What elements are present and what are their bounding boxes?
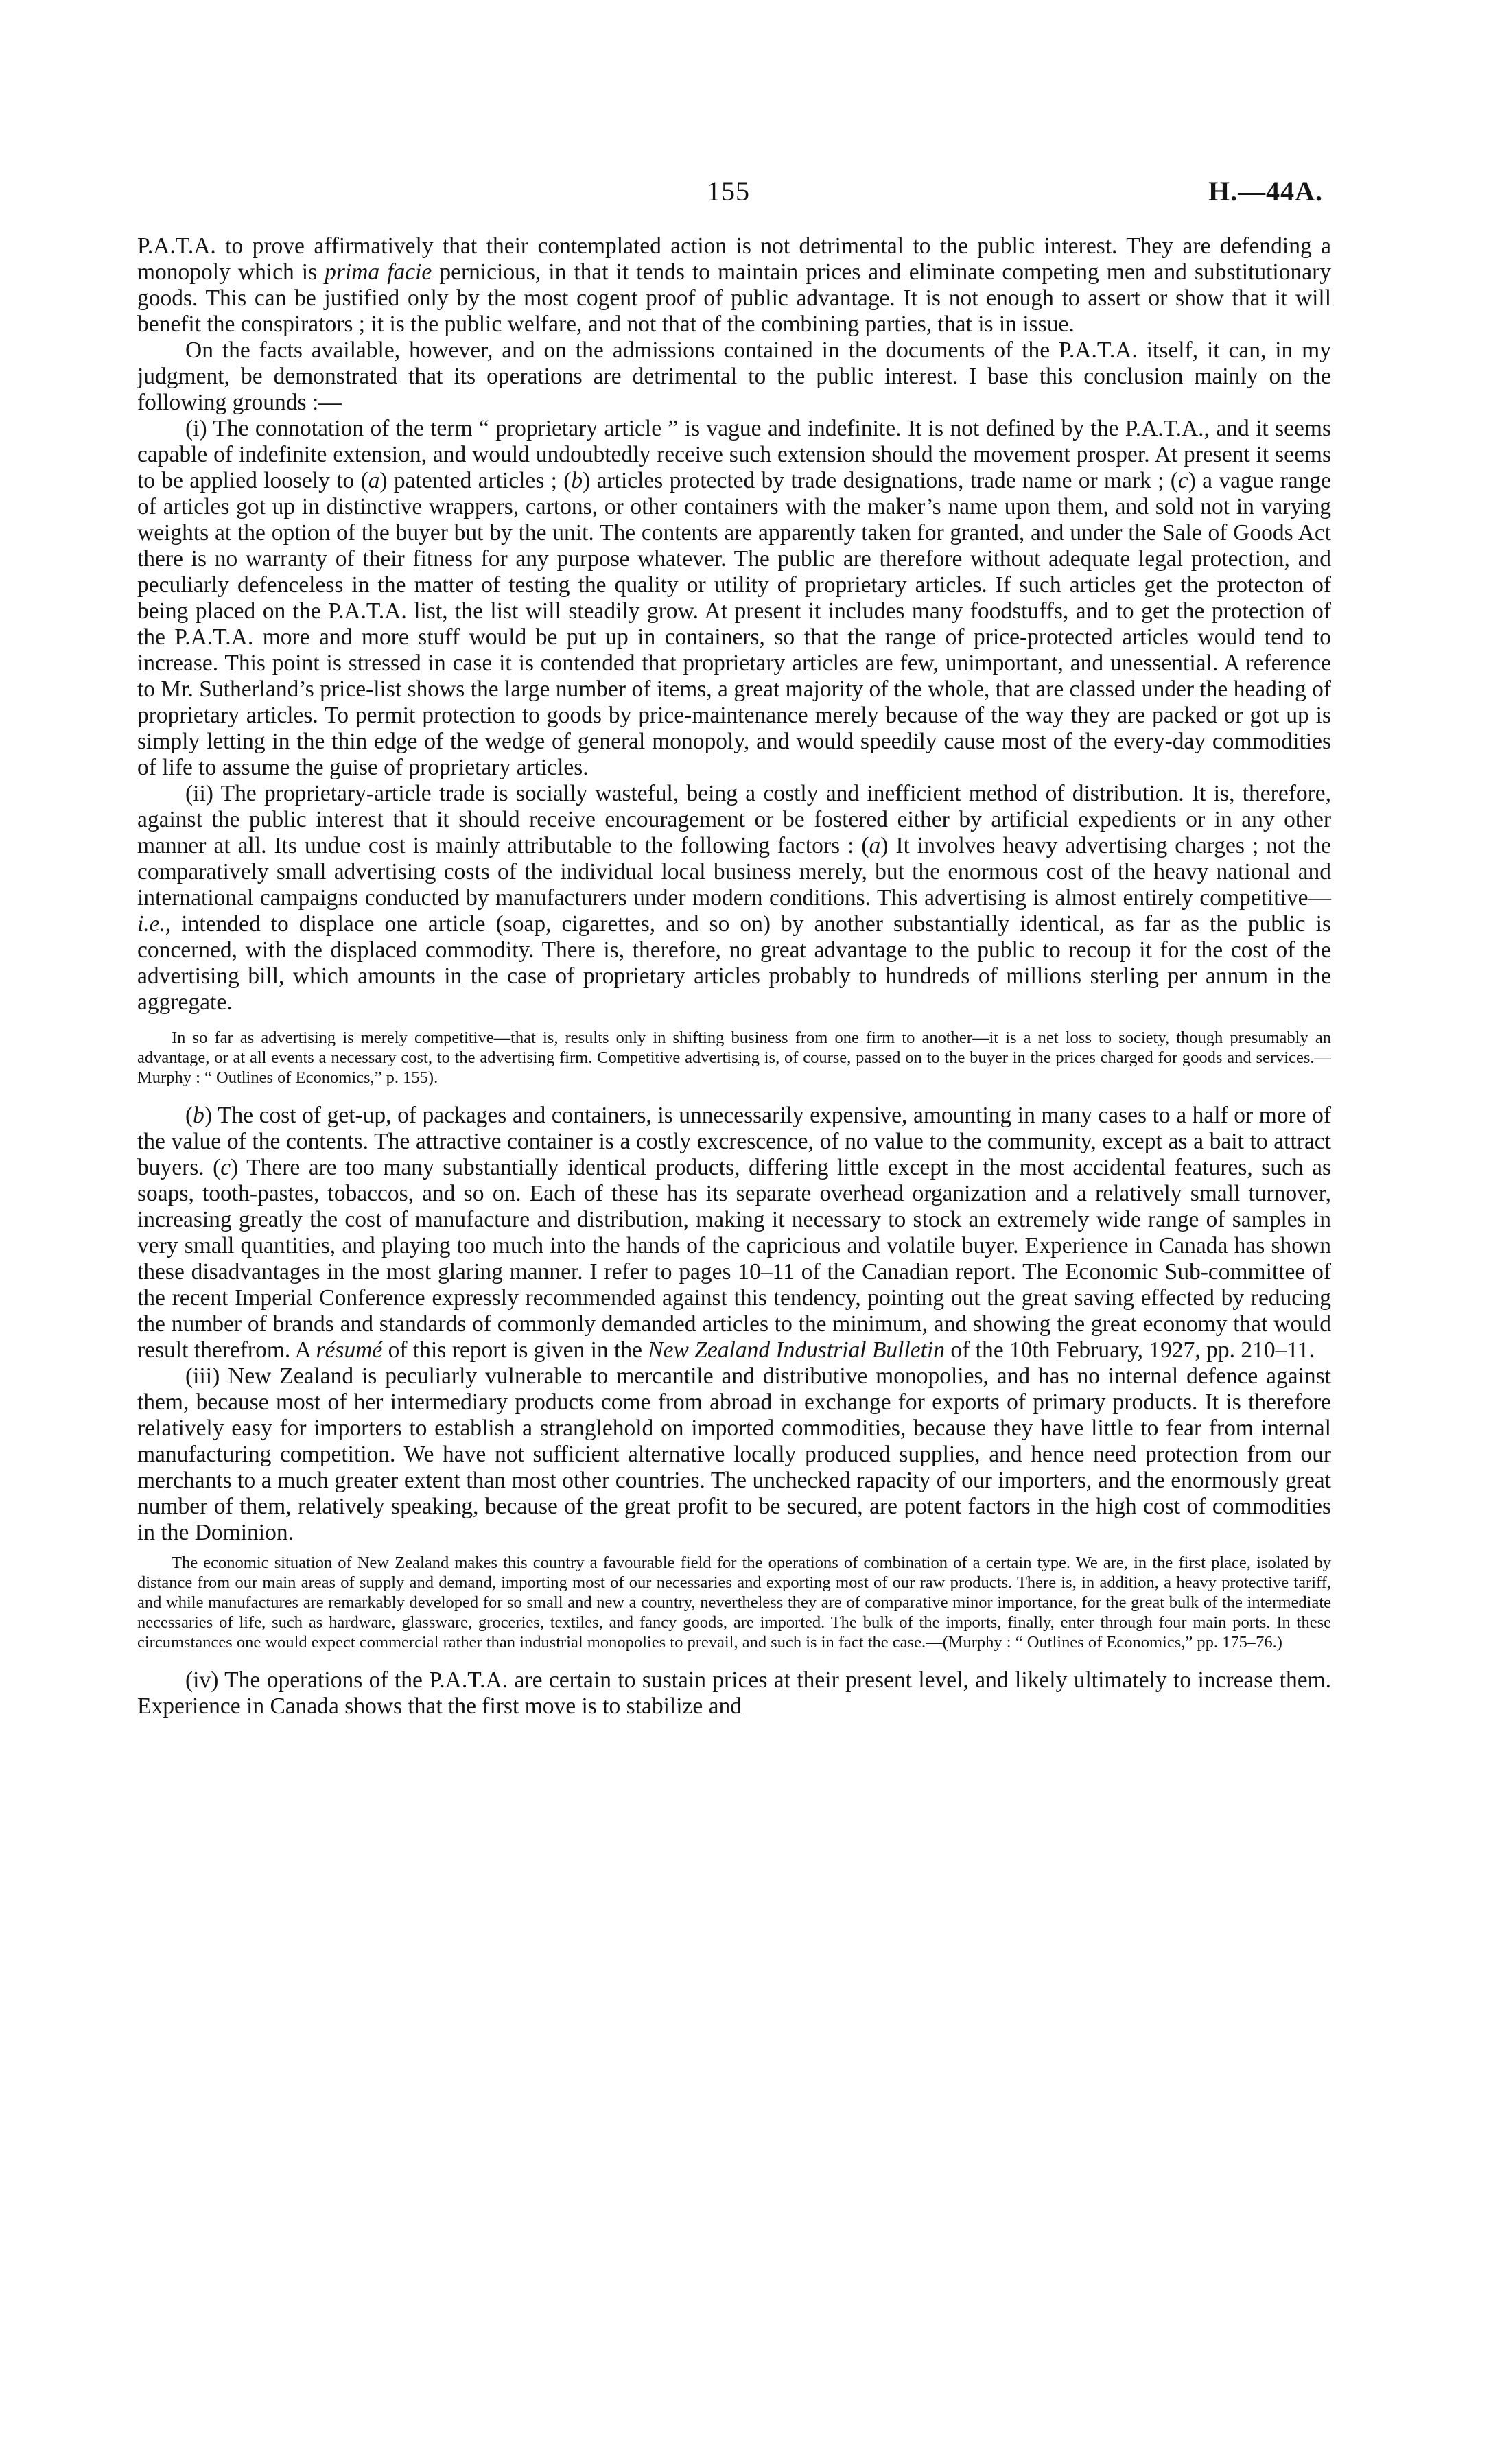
paragraph-ground-iii: (iii) New Zealand is peculiarly vulnerable to mercantile and distributive monopolies, and has no internal defence against them, because most of her intermediary products come from abroad in exchange for exports of primary products. It is therefore relatively easy for importers to establish a stranglehold on imported commodities, because they have little to fear from internal manufacturing competition. We have not sufficient alternative locally produced supplies, and hence need protection from our merchants to a much greater extent than most other countries. The unchecked rapacity of our importers, and the enormously great number of them, relatively speaking, because of the great profit to be secured, are potent factors in the high cost of commodities in the Dominion. — [137, 1363, 1331, 1545]
quotation-murphy-new-zealand: The economic situation of New Zealand makes this country a favourable field for the operations of combination of a certain type. We are, in the first place, isolated by distance from our main areas of supply and demand, importing most of our necessaries and exporting most of our raw products. There is, in addition, a heavy protective tariff, and while manufactures are remarkably developed for so small and new a country, nevertheless they are of comparative minor importance, for the great bulk of the intermediate necessaries of life, such as hardware, glassware, groceries, textiles, and fancy goods, are imported. The bulk of the imports, finally, enter through four main ports. In these circumstances one would expect commercial rather than industrial monopolies to prevail, and such is in fact the case.—(Murphy : “ Outlines of Economics,” pp. 175–76.) — [137, 1553, 1331, 1652]
page-number: 155 — [707, 176, 750, 207]
quotation-murphy-advertising: In so far as advertising is merely competitive—that is, results only in shifting business from one firm to another—it is a net loss to society, though presumably an advantage, or at all events a necessary cost, to the advertising firm. Competitive advertising is, of course, passed on to the buyer in the prices charged for goods and services.—Murphy : “ Outlines of Economics,” p. 155). — [137, 1029, 1331, 1087]
page-header — [0, 175, 1491, 216]
paragraph-ground-iv: (iv) The operations of the P.A.T.A. are certain to sustain prices at their present level, and likely ultimately to increase them. Experience in Canada shows that the first move is to stabilize and — [137, 1667, 1331, 1719]
document-reference: H.—44A. — [1208, 176, 1323, 207]
body-text — [137, 233, 1331, 1720]
paragraph-grounds-intro: On the facts available, however, and on the admissions contained in the documents of the P.A.T.A. itself, it can, in my judgment, be demonstrated that its operations are detrimental to the public interest. I base this conclusion mainly on the following grounds :— — [137, 338, 1331, 415]
paragraph-ground-ii: (ii) The proprietary-article trade is socially wasteful, being a costly and inefficient method of distribution. It is, therefore, against the public interest that it should receive encouragement or be fostered either by artificial expedients or in any other manner at all. Its undue cost is mainly attributable to the following factors : (a) It involves heavy advertising charges ; not the comparatively small advertising costs of the individual local business merely, but the enormous cost of the heavy national and international campaigns conducted by manufacturers under modern conditions. This advertising is almost entirely competitive—i.e., intended to displace one article (soap, cigarettes, and so on) by another substantially identical, as far as the public is concerned, with the displaced commodity. There is, therefore, no great advantage to the public to recoup it for the cost of the advertising bill, which amounts in the case of proprietary articles probably to hundreds of millions sterling per annum in the aggregate. — [137, 781, 1331, 1015]
paragraph-ground-ii-b-c: (b) The cost of get-up, of packages and containers, is unnecessarily expensive, amounting in many cases to a half or more of the value of the contents. The attractive container is a costly excrescence, of no value to the community, except as a bait to attract buyers. (c) There are too many substantially identical products, differing little except in the most accidental features, such as soaps, tooth-pastes, tobaccos, and so on. Each of these has its separate overhead organization and a relatively small turnover, increasing greatly the cost of manufacture and distribution, making it necessary to stock an extremely wide range of samples in very small quantities, and playing too much into the hands of the capricious and volatile buyer. Experience in Canada has shown these disadvantages in the most glaring manner. I refer to pages 10–11 of the Canadian report. The Economic Sub-committee of the recent Imperial Conference expressly recommended against this tendency, pointing out the great saving effected by reducing the number of brands and standards of commonly demanded articles to the minimum, and showing the great economy that would result therefrom. A résumé of this report is given in the New Zealand Industrial Bulletin of the 10th February, 1927, pp. 210–11. — [137, 1103, 1332, 1363]
paragraph-ground-i: (i) The connotation of the term “ proprietary article ” is vague and indefinite. It is not defined by the P.A.T.A., and it seems capable of indefinite extension, and would undoubtedly receive such extension should the movement prosper. At present it seems to be applied loosely to (a) patented articles ; (b) articles protected by trade designations, trade name or mark ; (c) a vague range of articles got up in distinctive wrappers, cartons, or other containers with the maker’s name upon them, and sold not in varying weights at the option of the buyer but by the unit. The contents are apparently taken for granted, and under the Sale of Goods Act there is no warranty of their fitness for any purpose whatever. The public are therefore without adequate legal protection, and peculiarly defenceless in the matter of testing the quality or utility of proprietary articles. If such articles get the protecton of being placed on the P.A.T.A. list, the list will steadily grow. At present it includes many foodstuffs, and to get the protection of the P.A.T.A. more and more stuff would be put up in containers, so that the range of price-protected articles would tend to increase. This point is stressed in case it is contended that proprietary articles are few, unimportant, and unessential. A reference to Mr. Sutherland’s price-list shows the large number of items, a great majority of the whole, that are classed under the heading of proprietary articles. To permit protection to goods by price-maintenance merely because of the way they are packed or got up is simply letting in the thin edge of the wedge of general monopoly, and would speedily cause most of the every-day commodities of life to assume the guise of proprietary articles. — [137, 416, 1332, 780]
paragraph-conclusion-burden: P.A.T.A. to prove affirmatively that their contemplated action is not detrimental to the public interest. They are defending a monopoly which is prima facie pernicious, in that it tends to maintain prices and eliminate competing men and substitutionary goods. This can be justified only by the most cogent proof of public advantage. It is not enough to assert or show that it will benefit the conspirators ; it is the public welfare, and not that of the combining parties, that is in issue. — [137, 233, 1332, 337]
